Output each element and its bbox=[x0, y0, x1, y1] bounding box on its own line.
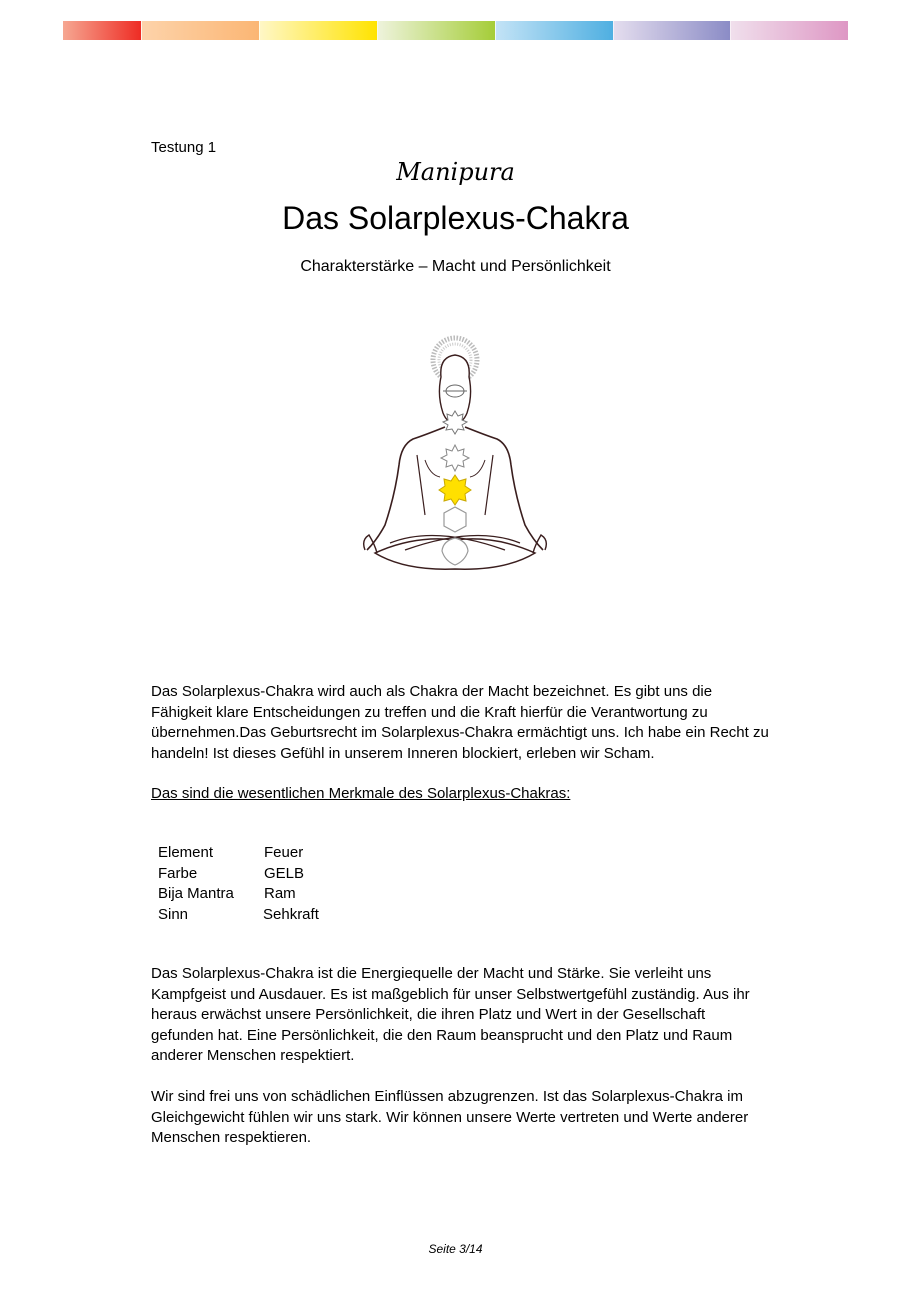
property-value: Feuer bbox=[264, 844, 304, 861]
solar-plexus-chakra-icon bbox=[439, 475, 471, 505]
property-row bbox=[158, 884, 319, 905]
throat-chakra-icon bbox=[443, 411, 467, 434]
property-value: GELB bbox=[264, 864, 305, 882]
sanskrit-name: Manipura bbox=[396, 158, 515, 186]
property-value: Ram bbox=[264, 885, 296, 902]
heart-chakra-icon bbox=[441, 445, 469, 471]
property-value: Sehkraft bbox=[263, 905, 319, 923]
properties-heading: Das sind die wesentlichen Merkmale des Solarplexus-Chakras: bbox=[151, 785, 571, 802]
property-row bbox=[158, 905, 319, 926]
properties-table bbox=[158, 843, 319, 925]
document-label: Testung 1 bbox=[151, 139, 217, 156]
page-title: Das Solarplexus-Chakra bbox=[282, 200, 629, 236]
color-segment-orange bbox=[141, 21, 258, 40]
color-segment-indigo bbox=[613, 21, 730, 40]
property-key: Farbe bbox=[158, 864, 198, 882]
paragraph-energy: Das Solarplexus-Chakra ist die Energiequelle der Macht und Stärke. Sie verleiht uns Kampfgeist und Ausdauer. Es ist maßgeblich für unser Selbstwertgefühl zuständig. Aus ihr heraus erwächst unsere Persönlichkeit, die ihren Platz und Wert in der Gesellschaft gefunden hat. Eine Persönlichkeit, die den Raum beansprucht und den Platz und Raum anderer Menschen respektiert. bbox=[151, 965, 750, 1064]
intro-paragraph: Das Solarplexus-Chakra wird auch als Chakra der Macht bezeichnet. Es gibt uns die Fähigkeit klare Entscheidungen zu treffen und die Kraft hierfür die Verantwortung zu übernehmen.Das Geburtsrecht im Solarplexus-Chakra ermächtigt uns. Ich habe ein Recht zu handeln! Ist dieses Gefühl in unserem Inneren blockiert, erleben wir Scham. bbox=[151, 683, 769, 762]
sacral-chakra-icon bbox=[444, 507, 466, 532]
page-number: Seite 3/14 bbox=[428, 1242, 483, 1256]
page-subtitle: Charakterstärke – Macht und Persönlichkeit bbox=[300, 258, 611, 275]
color-segment-red bbox=[63, 21, 141, 40]
paragraph-balance: Wir sind frei uns von schädlichen Einflüssen abzugrenzen. Ist das Solarplexus-Chakra im Gleichgewicht fühlen wir uns stark. Wir können unsere Werte vertreten und Werte anderer Menschen respektieren. bbox=[151, 1088, 749, 1146]
property-key: Element bbox=[158, 844, 214, 861]
property-key: Bija Mantra bbox=[158, 885, 234, 902]
property-row bbox=[158, 843, 319, 864]
property-row bbox=[158, 864, 319, 885]
chakra-color-bar bbox=[63, 21, 848, 40]
color-segment-green bbox=[377, 21, 495, 40]
property-key: Sinn bbox=[158, 905, 189, 923]
color-segment-yellow bbox=[259, 21, 377, 40]
meditating-figure-icon bbox=[355, 335, 555, 575]
color-segment-violet bbox=[730, 21, 848, 40]
color-segment-blue bbox=[495, 21, 613, 40]
